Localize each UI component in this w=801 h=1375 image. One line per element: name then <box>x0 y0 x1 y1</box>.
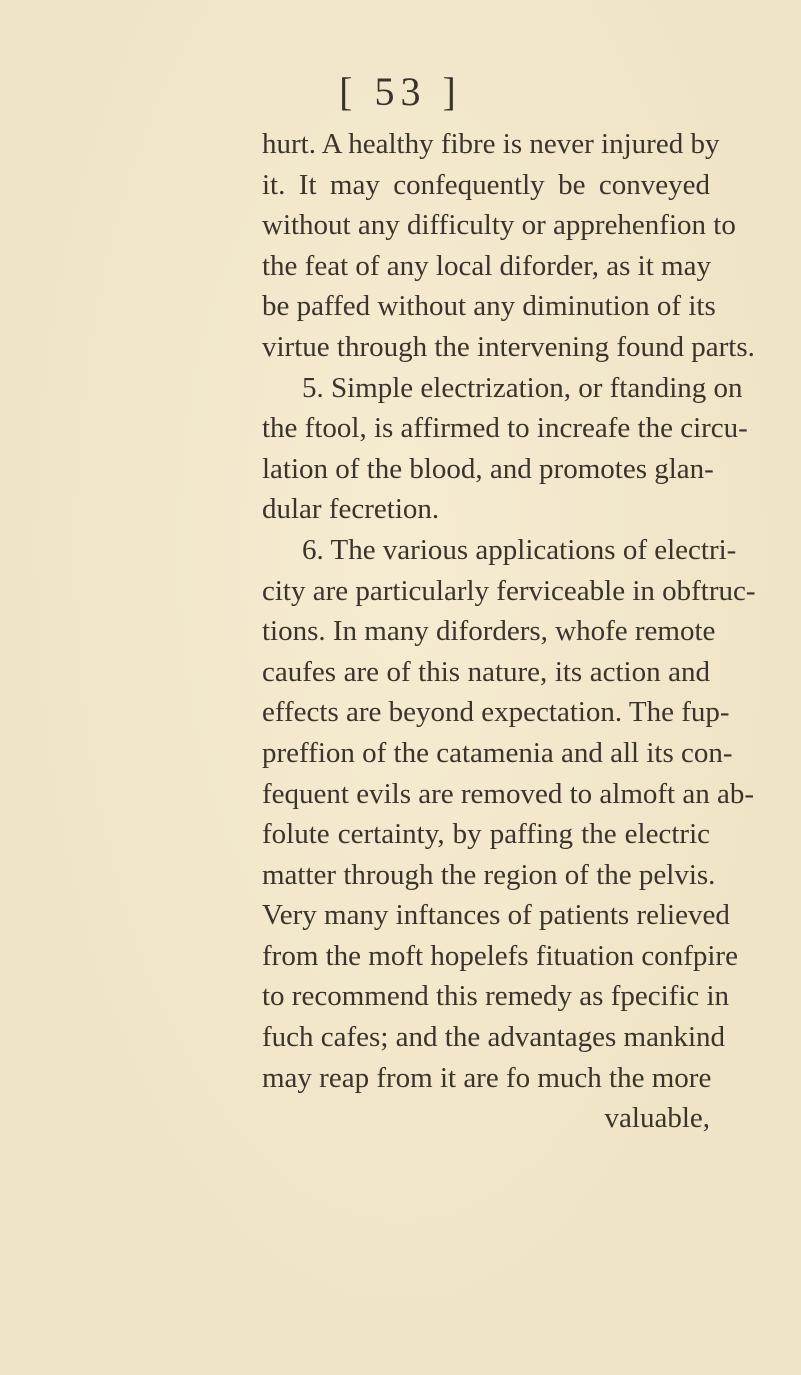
catchword: valuable, <box>604 1102 710 1135</box>
text-line: city are particularly ferviceable in obftruc- <box>262 574 756 607</box>
text-line: preffion of the catamenia and all its con- <box>262 736 733 769</box>
text-line: caufes are of this nature, its action and <box>262 655 710 688</box>
text-line: hurt. A healthy fibre is never injured by <box>262 128 720 160</box>
text-line: lation of the blood, and promotes glan- <box>262 452 714 485</box>
page-number-header: [ 53 ] <box>339 69 462 114</box>
text-line: matter through the region of the pelvis. <box>262 858 716 891</box>
text-line: dular fecretion. <box>262 493 440 526</box>
text-line: 6. The various applications of electri- <box>302 533 737 566</box>
text-line: the feat of any local diforder, as it may <box>262 249 711 282</box>
body-text <box>262 124 756 1139</box>
text-line: may reap from it are fo much the more <box>262 1061 712 1094</box>
text-line: be paffed without any diminution of its <box>262 290 716 323</box>
text-line: effects are beyond expectation. The fup- <box>262 696 730 729</box>
text-line: fequent evils are removed to almoft an ab- <box>262 777 754 810</box>
text-line: it. It may confequently be conveyed <box>262 168 710 201</box>
text-line: fuch cafes; and the advantages mankind <box>262 1021 726 1054</box>
text-line: virtue through the intervening found parts. <box>262 330 755 363</box>
text-line: 5. Simple electrization, or ftanding on <box>302 371 743 404</box>
text-line: to recommend this remedy as fpecific in <box>262 980 730 1013</box>
text-line: without any difficulty or apprehenfion to <box>262 209 736 242</box>
text-line: folute certainty, by paffing the electric <box>262 818 710 851</box>
text-line: Very many inftances of patients relieved <box>262 899 730 932</box>
text-line: the ftool, is affirmed to increafe the circu- <box>262 412 748 445</box>
text-line: tions. In many diforders, whofe remote <box>262 615 716 648</box>
text-line: from the moft hopelefs fituation confpire <box>262 939 738 972</box>
